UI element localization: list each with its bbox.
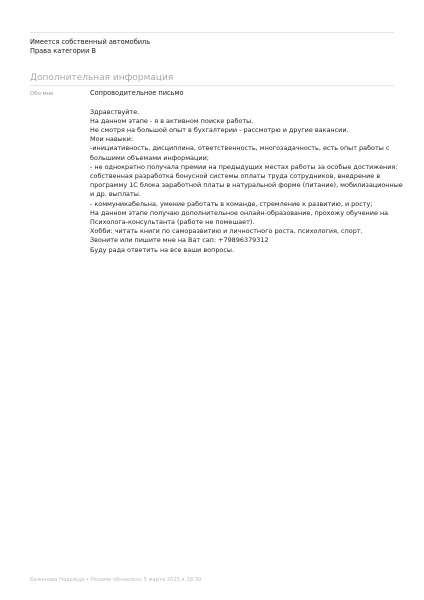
driving-info	[30, 38, 394, 57]
about-content	[90, 88, 403, 255]
letter-line: Не смотря на большой опыт в бухгалтерии - рассмотрю и другие вакансии.	[90, 125, 349, 134]
letter-line: Здравствуйте.	[90, 107, 140, 116]
letter-line: Мои навыки:	[90, 135, 133, 144]
about-label: Обо мне	[30, 91, 54, 97]
letter-line: Психолога-консультанта (работе не помешает).	[90, 217, 255, 226]
cover-letter-title: Сопроводительное письмо	[90, 88, 184, 97]
section-divider	[30, 85, 394, 86]
letter-line: программу 1С блока заработной платы в натуральной форме (питание), мобилизационные	[90, 181, 403, 190]
letter-line: На данном этапе получаю дополнительное онлайн-образование, прохожу обучение на	[90, 208, 389, 217]
footer: Баженова Надежда • Резюме обновлено 5 марта 2025 в 18:39	[30, 577, 202, 583]
letter-line: - коммуникабельна, умение работать в команде, стремление к развитию, и росту;	[90, 199, 373, 208]
section-title: Дополнительная информация	[30, 73, 174, 83]
letter-line: Буду рада ответить на все ваши вопросы.	[90, 245, 235, 254]
letter-line: -инициативность, дисциплина, ответственность, многозадачность, есть опыт работы с	[90, 144, 390, 153]
own-car-line: Имеется собственный автомобиль	[30, 38, 151, 46]
top-divider	[30, 32, 394, 33]
letter-line: - не однократно получала премии на предыдущих местах работы за особые достижения:	[90, 162, 398, 171]
cover-letter-body	[90, 107, 403, 255]
letter-line: собственная разработка бонусной системы оплаты труда сотрудников, внедрение в	[90, 171, 381, 180]
letter-line: Звоните или пишите мне на Ват сап: +79896379312	[90, 236, 269, 245]
license-category-line: Права категории B	[30, 47, 97, 56]
letter-line: Хобби: читать книги по саморазвитию и личностного роста, психология, спорт.	[90, 227, 363, 236]
letter-line: На данном этапе - я в активном поиске работы.	[90, 116, 254, 125]
letter-line: и др. выплаты.	[90, 190, 141, 199]
letter-line: большими объемами информации;	[90, 153, 209, 162]
